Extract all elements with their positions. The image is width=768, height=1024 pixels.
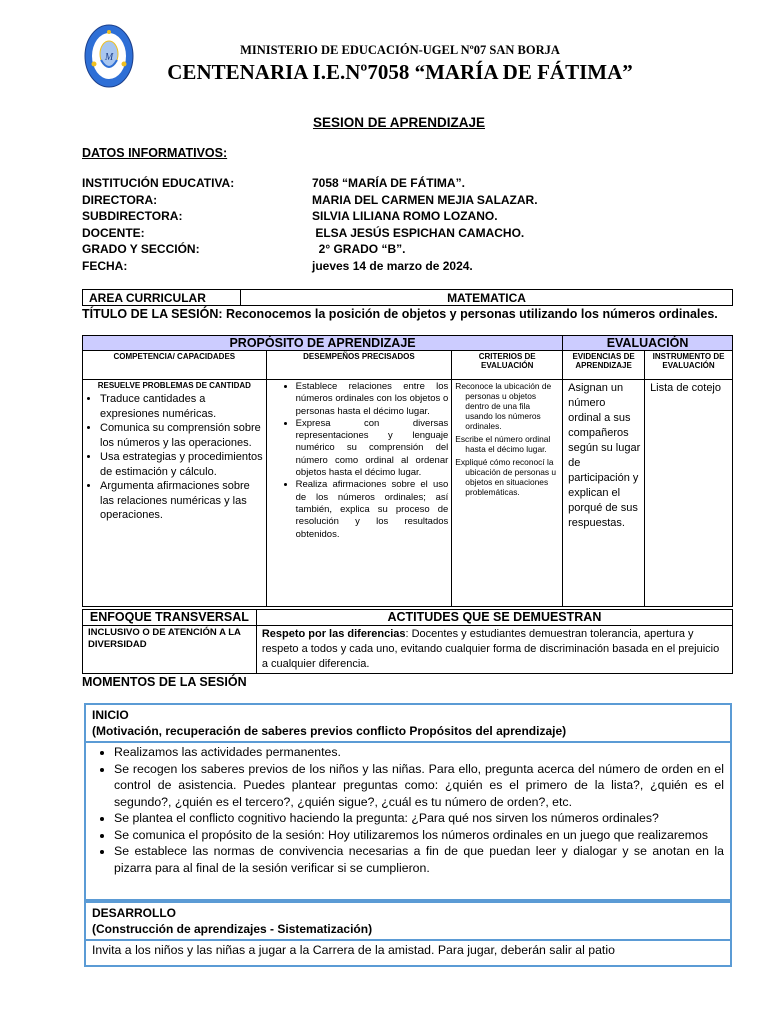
datos-row: [82, 259, 682, 276]
datos-label: DIRECTORA:: [82, 192, 158, 207]
datos-row: [82, 193, 682, 210]
datos-value: ELSA JESÚS ESPICHAN CAMACHO.: [312, 225, 525, 240]
criterios-cell: [452, 380, 563, 607]
desarrollo-subtitle: (Construcción de aprendizajes - Sistematización): [92, 922, 373, 936]
datos-row: [82, 209, 682, 226]
datos-informativos-title: DATOS INFORMATIVOS:: [82, 146, 228, 160]
desempenos-cell: [266, 380, 452, 607]
ministry-header: MINISTERIO DE EDUCACIÓN-UGEL Nº07 SAN BORJA: [240, 43, 560, 57]
inicio-section: [84, 703, 732, 901]
datos-value: 7058 “MARÍA DE FÁTIMA”.: [312, 176, 465, 190]
session-title: SESION DE APRENDIZAJE: [312, 115, 486, 130]
actitudes-header: ACTITUDES QUE SE DEMUESTRAN: [256, 610, 732, 626]
session-topic-label: TÍTULO DE LA SESIÓN:: [82, 307, 223, 321]
school-logo: [84, 24, 134, 88]
area-label: AREA CURRICULAR: [83, 290, 241, 306]
list-item: • Se plantea el conflicto cognitivo haciendo la pregunta: ¿Para qué nos sirven los números ordinales?: [114, 810, 724, 827]
actitud-bold: Respeto por las diferencias: [261, 628, 406, 640]
list-item: • Se recogen los saberes previos de los niños y las niñas. Para ello, pregunta acerca del número de orden en el control de asistencia. Puedes plantear preguntas como: ¿quién es el primero de la lista?, ¿quién es el segundo?, ¿quién es el tercero?, ¿quién sigue?, ¿cuál es tu número de orden?, etc.: [114, 761, 724, 811]
capacidades-list: [86, 392, 263, 523]
instrumento-cell: Lista de cotejo: [645, 380, 733, 607]
list-item: • Comunica su comprensión sobre los números y las operaciones.: [100, 421, 263, 450]
criterio-item: Expliqué cómo reconocí la ubicación de personas u objetos en situaciones problemáticas.: [455, 457, 557, 497]
col-header-competencia: COMPETENCIA/ CAPACIDADES: [83, 351, 267, 380]
momentos-title: MOMENTOS DE LA SESIÓN: [82, 675, 247, 689]
session-topic-value: Reconocemos la posición de objetos y personas utilizando los números ordinales.: [222, 307, 718, 321]
evaluacion-header: EVALUACIÓN: [563, 336, 733, 351]
list-item: • Realiza afirmaciones sobre el uso de los números ordinales; así también, explica su proceso de resolución y los resultados obtenidos.: [296, 479, 449, 540]
session-topic: [82, 307, 742, 321]
datos-row: [82, 226, 682, 243]
desarrollo-text: Invita a los niños y las niñas a jugar a la Carrera de la amistad. Para jugar, deberán salir al patio: [92, 943, 615, 957]
col-header-instrumento: INSTRUMENTO DE EVALUACIÓN: [645, 351, 733, 380]
inicio-title: INICIO: [92, 708, 129, 722]
desarrollo-header: [86, 903, 730, 941]
desempenos-list: [270, 381, 449, 541]
list-item: • Establece relaciones entre los números ordinales con los objetos o personas hasta el décimo lugar.: [296, 381, 449, 418]
inicio-subtitle: (Motivación, recuperación de saberes previos conflicto Propósitos del aprendizaje): [92, 724, 567, 738]
svg-text:M: M: [104, 52, 114, 63]
criterio-item: Escribe el número ordinal hasta el décimo lugar.: [455, 434, 551, 454]
list-item: • Argumenta afirmaciones sobre las relaciones numéricas y las operaciones.: [100, 479, 263, 523]
actitud-text: : Docentes y estudiantes demuestran tolerancia, apertura y respeto a todos y cada uno, evitando cualquier forma de discriminación basada en el prejuicio a cualquier diferencia.: [261, 628, 720, 670]
list-item: • Traduce cantidades a expresiones numéricas.: [100, 392, 263, 421]
proposito-evaluacion-table: [82, 335, 733, 607]
col-header-evidencias: EVIDENCIAS DE APRENDIZAJE: [563, 351, 645, 380]
inicio-header: [86, 705, 730, 743]
col-header-criterios: CRITERIOS DE EVALUACIÓN: [452, 351, 563, 380]
list-item: • Realizamos las actividades permanentes.: [114, 744, 724, 761]
datos-label: GRADO Y SECCIÓN:: [82, 242, 200, 256]
datos-label: FECHA:: [82, 258, 128, 273]
competencia-title: RESUELVE PROBLEMAS DE CANTIDAD: [97, 381, 251, 390]
enfoque-name: INCLUSIVO O DE ATENCIÓN A LA DIVERSIDAD: [83, 626, 257, 674]
datos-value: SILVIA LILIANA ROMO LOZANO.: [312, 209, 498, 223]
datos-label: SUBDIRECTORA:: [82, 209, 183, 223]
criterio-item: Reconoce la ubicación de personas u objetos dentro de una fila usando los números ordinales.: [455, 381, 552, 431]
list-item: • Se comunica el propósito de la sesión: Hoy utilizaremos los números ordinales en un juego que realizaremos: [114, 827, 724, 844]
enfoque-transversal-table: [82, 609, 733, 674]
list-item: • Usa estrategias y procedimientos de estimación y cálculo.: [100, 450, 263, 479]
area-curricular-table: [82, 289, 733, 306]
list-item: • Expresa con diversas representaciones y lenguaje numérico su comprensión del número como ordinal al ordenar objetos hasta el décimo lugar.: [296, 418, 449, 479]
datos-row: [82, 176, 682, 193]
proposito-header: PROPÓSITO DE APRENDIZAJE: [83, 336, 563, 351]
enfoque-header: ENFOQUE TRANSVERSAL: [83, 610, 257, 626]
col-header-desempenos: DESEMPEÑOS PRECISADOS: [266, 351, 452, 380]
actitud-cell: [256, 626, 732, 674]
area-value: MATEMATICA: [241, 290, 733, 306]
school-name: CENTENARIA I.E.Nº7058 “MARÍA DE FÁTIMA”: [167, 60, 633, 84]
datos-value: MARIA DEL CARMEN MEJIA SALAZAR.: [312, 192, 538, 207]
datos-informativos: [82, 176, 682, 275]
datos-value: jueves 14 de marzo de 2024.: [312, 258, 473, 273]
datos-row: [82, 242, 682, 259]
datos-label: INSTITUCIÓN EDUCATIVA:: [82, 176, 235, 190]
desarrollo-title: DESARROLLO: [92, 906, 176, 920]
desarrollo-section: [84, 901, 732, 967]
evidencias-cell: Asignan un número ordinal a sus compañeros según su lugar de participación y explican el porqué de sus respuestas.: [563, 380, 645, 607]
datos-label: DOCENTE:: [82, 225, 145, 240]
competencia-cell: [83, 380, 267, 607]
datos-value: 2° GRADO “B”.: [312, 242, 406, 256]
inicio-list: [86, 743, 730, 876]
list-item: • Se establece las normas de convivencia necesarias a fin de que puedan leer y dialogar y se anotan en la pizarra para al final de la sesión verificar si se cumplieron.: [114, 843, 724, 876]
